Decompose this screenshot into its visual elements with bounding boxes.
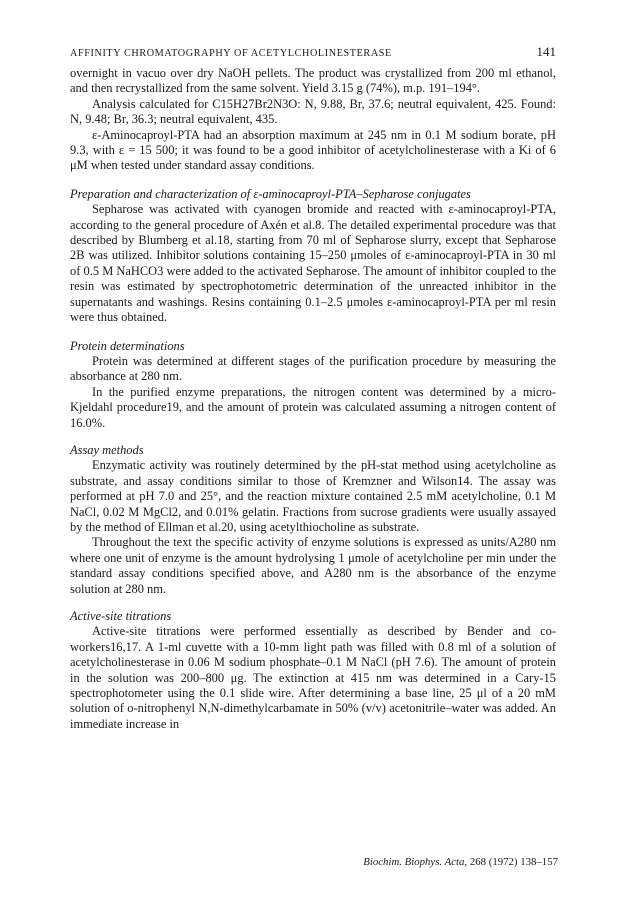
article-body <box>70 66 556 732</box>
journal-citation: 268 (1972) 138–157 <box>469 856 558 868</box>
paragraph-enzymatic-activity: Enzymatic activity was routinely determined by the pH-stat method using acetylcholine as substrate, and assay conditions similar to those of Kremzner and Wilson14. The assay was performed at pH 7.0 and 25°, and the reaction mixture contained 2.5 mM acetylcholine, 0.1 M NaCl, 0.02 M MgCl2, and 0.01% gelatin. Fractions from sucrose gradients were usually assayed by the method of Ellman et al.20, using acetylthiocholine as substrate. <box>70 458 556 534</box>
paragraph-specific-activity: Throughout the text the specific activity of enzyme solutions is expressed as units/A280 nm where one unit of enzyme is the amount hydrolysing 1 μmole of acetylcholine per min under the standard assay conditions specified above, and A280 nm is the absorbance of the enzyme solution at 280 nm. <box>70 535 556 596</box>
section-heading-protein: Protein determinations <box>70 338 185 353</box>
paragraph-kjeldahl: In the purified enzyme preparations, the nitrogen content was determined by a micro-Kjeldahl procedure19, and the amount of protein was calculated assuming a nitrogen content of 16.0%. <box>70 384 556 430</box>
page-footer <box>363 856 558 868</box>
page-header <box>70 44 556 60</box>
paragraph-analysis: Analysis calculated for C15H27Br2N3O: N, 9.88, Br, 37.6; neutral equivalent, 425. Found: N, 9.48; Br, 36.3; neutral equivalent, 435. <box>70 96 556 127</box>
section-heading-titrations: Active-site titrations <box>70 609 172 623</box>
paragraph-titrations: Active-site titrations were performed essentially as described by Bender and co-workers16,17. A 1-ml cuvette with a 10-mm light path was filled with 0.8 ml of a solution of acetylcholinesterase in 0.06 M sodium phosphate–0.1 M NaCl (pH 7.6). The amount of protein in the solution was 200–800 μg. The extinction at 415 nm was determined in a Cary-15 spectrophotometer using the 0.1 slide wire. After determining a base line, 25 μl of a 20 mM solution of o-nitrophenyl N,N-dimethylcarbamate in 50% (v/v) acetonitrile–water was added. An immediate increase in <box>70 624 556 731</box>
paragraph-absorption: ε-Aminocaproyl-PTA had an absorption maximum at 245 nm in 0.1 M sodium borate, pH 9.3, with ε = 15 500; it was found to be a good inhibitor of acetylcholinesterase with a Ki of 6 μM when tested under standard assay conditions. <box>70 127 556 173</box>
paragraph-synthesis-end: overnight in vacuo over dry NaOH pellets. The product was crystallized from 200 ml ethanol, and then recrystallized from the same solvent. Yield 3.15 g (74%), m.p. 191–194°. <box>70 66 556 96</box>
journal-name: Biochim. Biophys. Acta, <box>363 856 468 868</box>
section-heading-assay: Assay methods <box>70 442 144 457</box>
section-heading-conjugates: Preparation and characterization of ε-aminocaproyl-PTA–Sepharose conjugates <box>70 186 471 201</box>
paragraph-sepharose-activation: Sepharose was activated with cyanogen bromide and reacted with ε-aminocaproyl-PTA, according to the general procedure of Axén et al.8. The detailed experimental procedure was that described by Blumberg et al.18, starting from 70 ml of Sepharose slurry, except that Sepharose 2B was utilized. Inhibitor solutions containing 15–250 μmoles of ε-aminocaproyl-PTA in 30 ml of 0.5 M NaHCO3 were added to the activated Sepharose. The amount of inhibitor coupled to the resin was estimated by spectrophotometric determination of the unreacted inhibitor in the supernatants and washings. Resins containing 0.1–2.5 μmoles ε-aminocaproyl-PTA per ml resin were thus obtained. <box>70 202 556 325</box>
running-title: AFFINITY CHROMATOGRAPHY OF ACETYLCHOLINESTERASE <box>70 48 392 59</box>
page-number: 141 <box>536 44 556 59</box>
paragraph-protein-absorbance: Protein was determined at different stages of the purification procedure by measuring the absorbance at 280 nm. <box>70 353 556 384</box>
